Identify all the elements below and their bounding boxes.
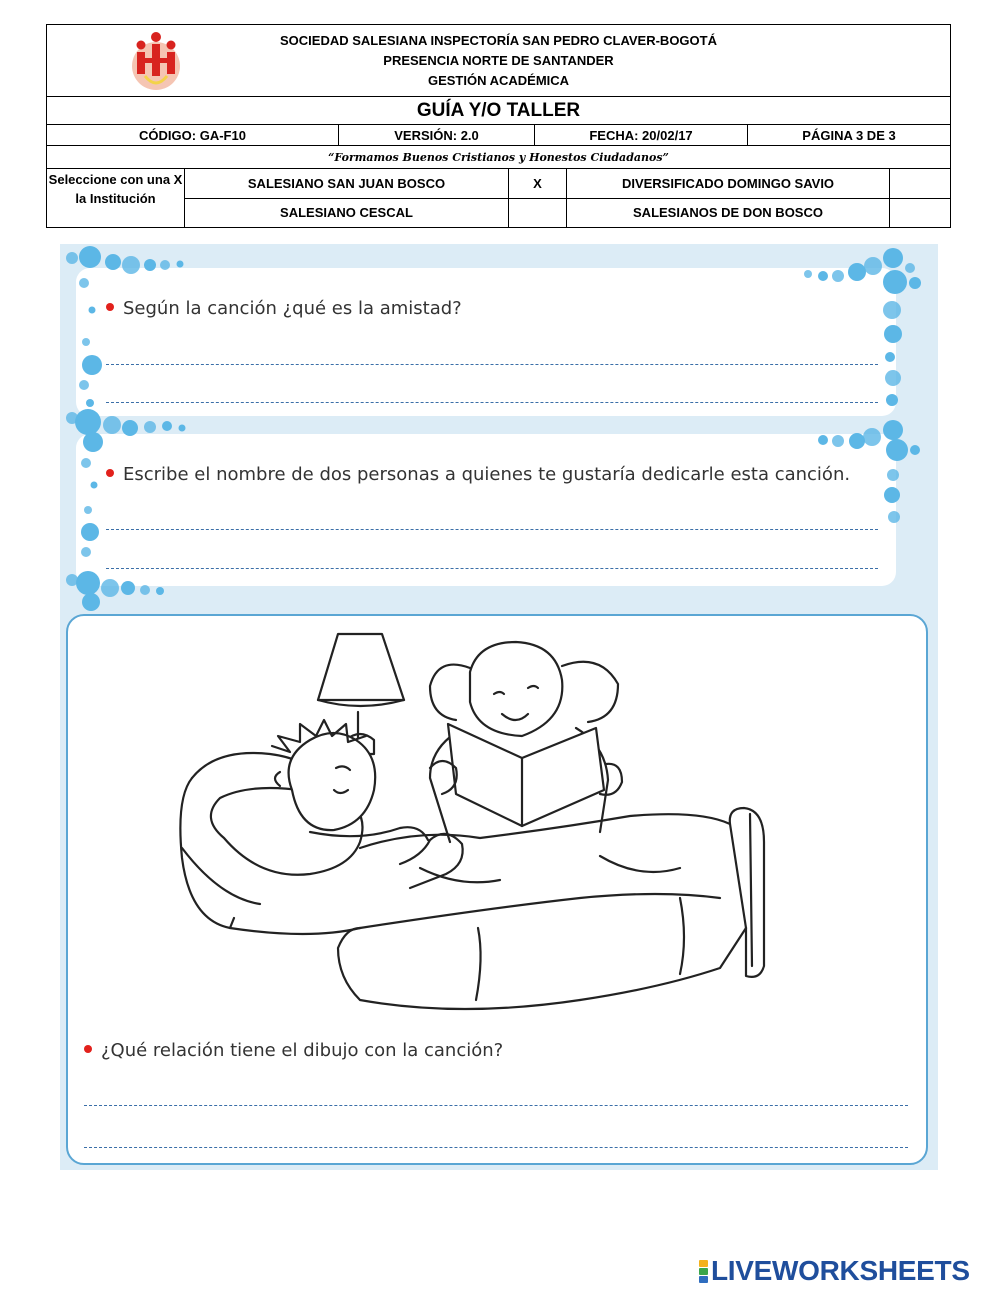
school-name-cescal: SALESIANO CESCAL bbox=[185, 199, 509, 228]
bullet-icon bbox=[106, 303, 114, 311]
answer-line-2a[interactable] bbox=[106, 529, 878, 530]
brand-name: LIVEWORKSHEETS bbox=[711, 1255, 970, 1286]
answer-line-2b[interactable] bbox=[106, 568, 878, 569]
school-name-san-juan-bosco: SALESIANO SAN JUAN BOSCO bbox=[185, 169, 509, 198]
code-cell: CÓDIGO: GA-F10 bbox=[47, 125, 339, 145]
select-label: Seleccione con una X la Institución bbox=[47, 169, 185, 227]
institution-line-3: GESTIÓN ACADÉMICA bbox=[427, 73, 570, 88]
school-mark-san-juan-bosco[interactable]: X bbox=[509, 169, 567, 198]
question-2 bbox=[106, 464, 850, 485]
document-title: GUÍA Y/O TALLER bbox=[47, 97, 950, 125]
bullet-icon bbox=[84, 1045, 92, 1053]
question-1-text: Según la canción ¿qué es la amistad? bbox=[123, 298, 462, 319]
school-name-domingo-savio: DIVERSIFICADO DOMINGO SAVIO bbox=[567, 169, 890, 198]
version-cell: VERSIÓN: 2.0 bbox=[339, 125, 535, 145]
children-reading-in-bed-illustration bbox=[160, 628, 780, 1018]
answer-line-1a[interactable] bbox=[106, 364, 878, 365]
institution-line-2: PRESENCIA NORTE DE SANTANDER bbox=[383, 53, 614, 68]
question-1 bbox=[106, 298, 462, 319]
answer-line-3b[interactable] bbox=[84, 1147, 908, 1148]
motto: “Formamos Buenos Cristianos y Honestos Ciudadanos” bbox=[47, 146, 950, 169]
question-3-text: ¿Qué relación tiene el dibujo con la canción? bbox=[101, 1040, 504, 1061]
liveworksheets-logo-icon bbox=[699, 1260, 708, 1283]
answer-line-3a[interactable] bbox=[84, 1105, 908, 1106]
school-name-don-bosco: SALESIANOS DE DON BOSCO bbox=[567, 199, 890, 228]
page-cell: PÁGINA 3 DE 3 bbox=[802, 127, 896, 143]
liveworksheets-brand bbox=[699, 1255, 970, 1287]
date-cell: FECHA: 20/02/17 bbox=[535, 125, 748, 145]
answer-line-1b[interactable] bbox=[106, 402, 878, 403]
question-2-text: Escribe el nombre de dos personas a quienes te gustaría dedicarle esta canción. bbox=[123, 464, 851, 485]
question-3 bbox=[84, 1040, 503, 1061]
institution-line-1: SOCIEDAD SALESIANA INSPECTORÍA SAN PEDRO CLAVER-BOGOTÁ bbox=[280, 33, 717, 48]
bullet-icon bbox=[106, 469, 114, 477]
